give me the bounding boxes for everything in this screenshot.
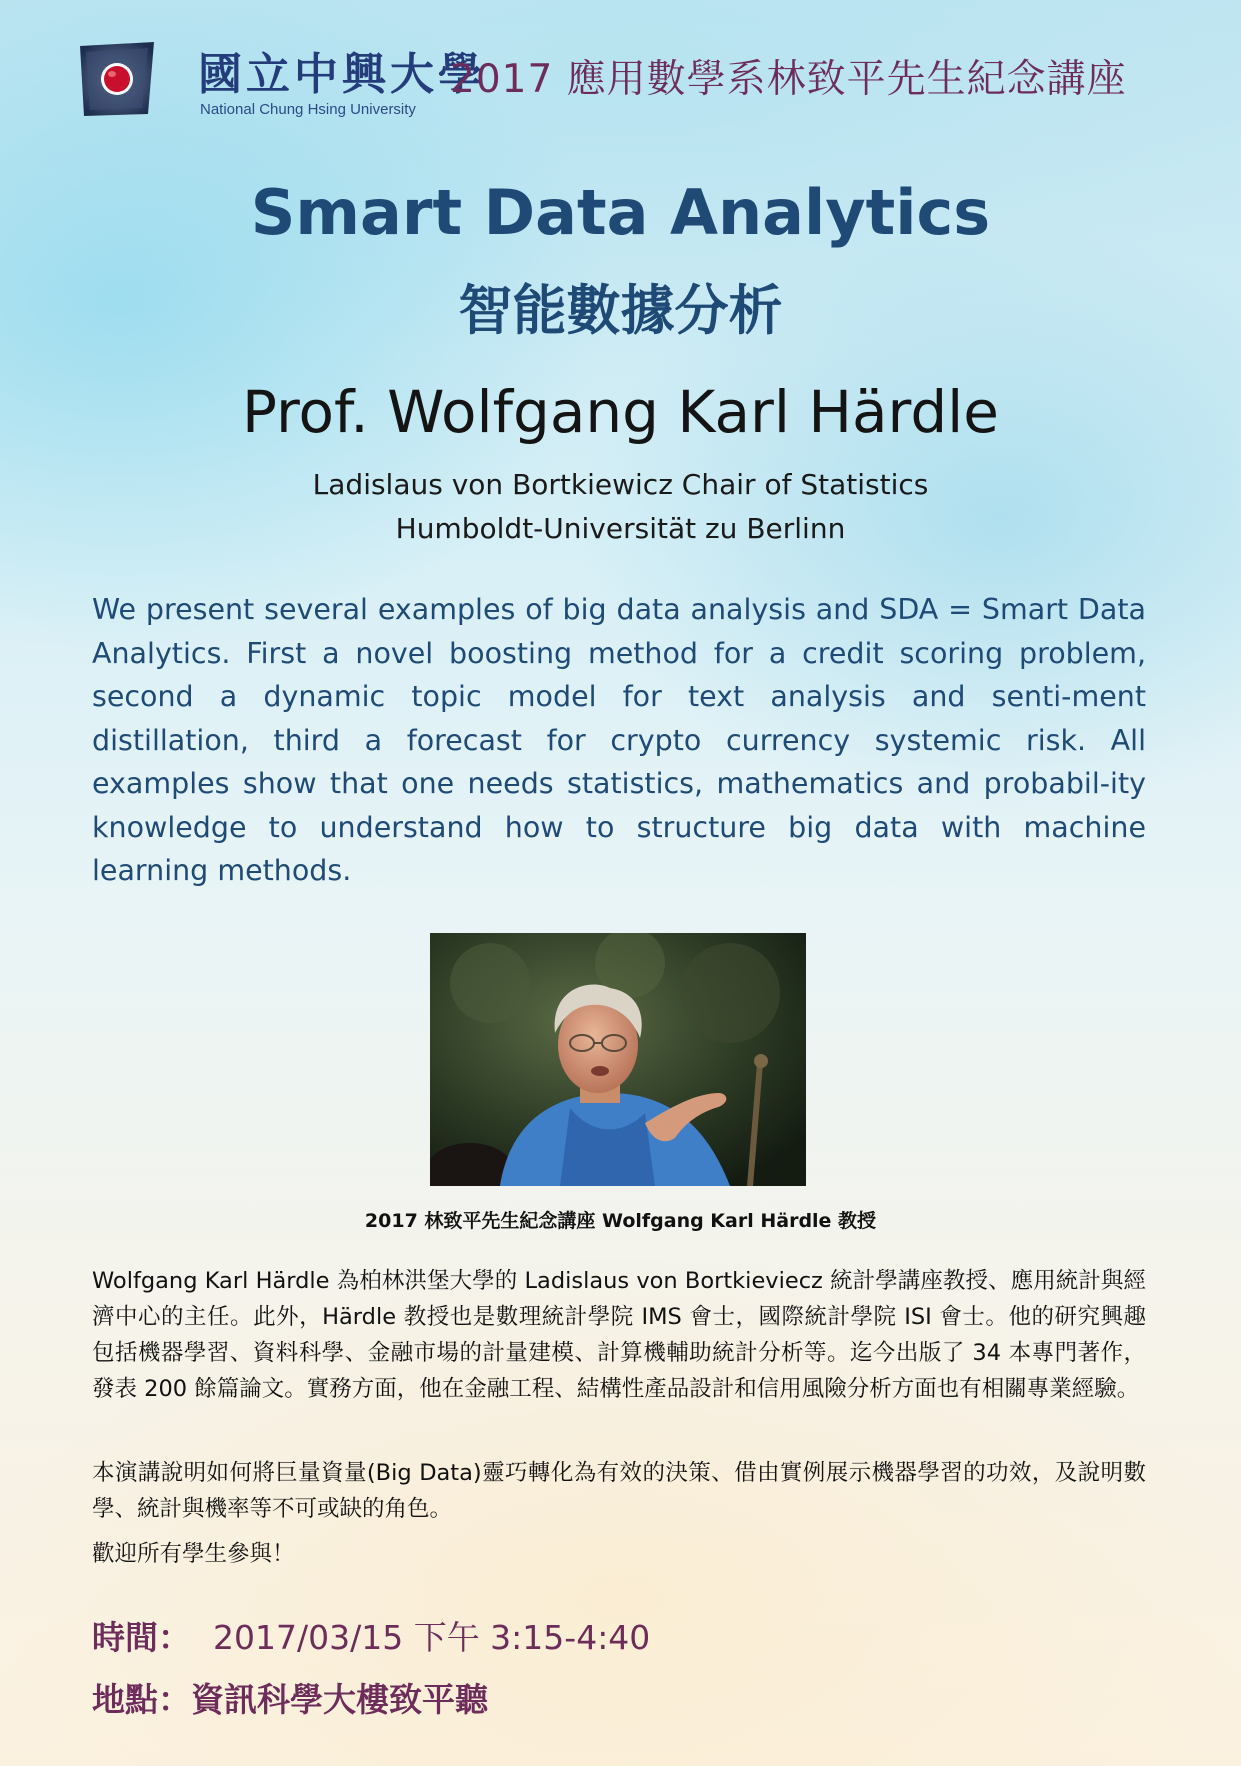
talk-title-english: Smart Data Analytics <box>250 176 991 249</box>
event-time-value: 2017/03/15 下午 3:15-4:40 <box>213 1618 651 1657</box>
talk-abstract: We present several examples of big data analysis and SDA = Smart Data Analytics. First a novel boosting method for a credit scoring problem, second a dynamic topic model for text analysis and senti-ment distillation, third a forecast for crypto currency systemic risk. All examples show that one needs statistics, mathematics and probabil-ity knowledge to understand how to structure big data with machine learning methods. <box>92 593 1146 887</box>
welcome-note: 歡迎所有學生參與！ <box>92 1541 295 1567</box>
lecture-series-title: 2017 應用數學系林致平先生紀念講座 <box>450 57 1127 102</box>
speaker-name: Prof. Wolfgang Karl Härdle <box>242 378 999 446</box>
university-logo <box>76 40 158 118</box>
photo-caption: 2017 林致平先生紀念講座 Wolfgang Karl Härdle 教授 <box>364 1210 877 1232</box>
university-name-chinese: 國立中興大學 <box>198 49 486 100</box>
event-time-label: 時間： <box>92 1618 191 1657</box>
event-place: 地點：資訊科學大樓致平聽 <box>92 1680 488 1719</box>
talk-title-chinese: 智能數據分析 <box>458 279 783 342</box>
event-time <box>92 1612 650 1659</box>
speaker-affiliation-chair: Ladislaus von Bortkiewicz Chair of Statistics <box>312 468 929 501</box>
talk-description-chinese: 本演講說明如何將巨量資量(Big Data)靈巧轉化為有效的決策、借由實例展示機器學習的功效，及說明數學、統計與機率等不可或缺的角色。 <box>92 1460 1146 1522</box>
speaker-photo <box>430 933 806 1186</box>
speaker-bio: Wolfgang Karl Härdle 為柏林洪堡大學的 Ladislaus von Bortkieviecz 統計學講座教授、應用統計與經濟中心的主任。此外，Härdle 教授也是數理統計學院 IMS 會士，國際統計學院 ISI 會士。他的研究興趣包括機器學習、資料科學、金融市場的計量建模、計算機輔助統計分析等。迄今出版了 34 本專門著作，發表 200 餘篇論文。實務方面，他在金融工程、結構性產品設計和信用風險分析方面也有相關專業經驗。 <box>92 1268 1146 1402</box>
university-name-english: National Chung Hsing University <box>200 101 416 118</box>
speaker-affiliation-university: Humboldt-Universität zu Berlinn <box>395 512 846 545</box>
